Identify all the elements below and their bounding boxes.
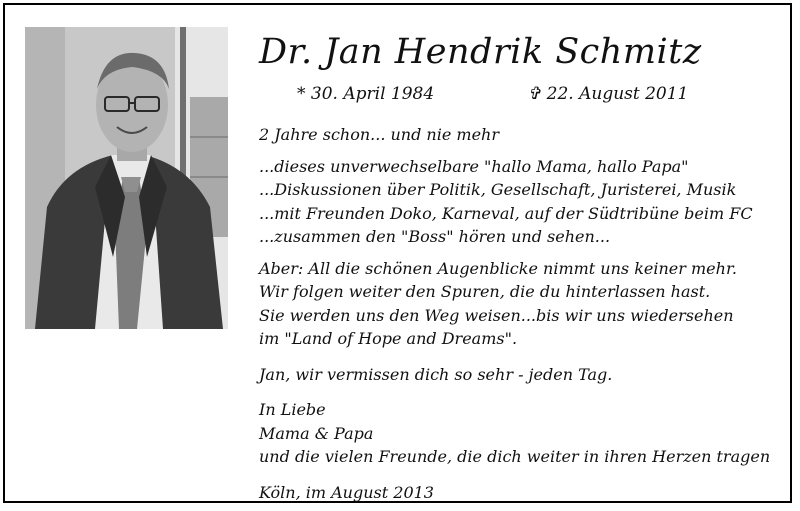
- spacer: [259, 249, 789, 257]
- signature-line: und die vielen Freunde, die dich weiter in ihren Herzen tragen: [259, 447, 771, 466]
- birth-date: * 30. April 1984: [297, 84, 435, 104]
- closing-line: Jan, wir vermissen dich so sehr - jeden Tag.: [259, 364, 613, 384]
- place-date: Köln, im August 2013: [259, 482, 434, 502]
- memory-line: ...zusammen den "Boss" hören und sehen...: [259, 227, 611, 246]
- deceased-name: Dr. Jan Hendrik Schmitz: [259, 32, 702, 72]
- intro-line: 2 Jahre schon... und nie mehr: [259, 125, 499, 144]
- portrait-photo: [25, 27, 228, 329]
- spacer: [259, 386, 789, 398]
- memory-line: ...Diskussionen über Politik, Gesellschaft, Juristerei, Musik: [259, 180, 737, 199]
- verse-line: Aber: All die schönen Augenblicke nimmt uns keiner mehr.: [259, 258, 737, 278]
- spacer: [259, 351, 789, 363]
- memory-line: ...mit Freunden Doko, Karneval, auf der Südtribüne beim FC: [259, 203, 753, 223]
- death-date: ✞ 22. August 2011: [527, 84, 689, 104]
- verse-line: Sie werden uns den Weg weisen...bis wir uns wiedersehen: [259, 305, 734, 325]
- verse-line: im "Land of Hope and Dreams".: [259, 329, 518, 348]
- life-dates: [297, 84, 689, 104]
- memory-line: ...dieses unverwechselbare "hallo Mama, hallo Papa": [259, 156, 689, 176]
- obituary-notice: [3, 3, 792, 503]
- notice-text: [259, 123, 789, 504]
- verse-line: Wir folgen weiter den Spuren, die du hinterlassen hast.: [259, 282, 711, 301]
- spacer: [259, 147, 789, 155]
- signature-line: Mama & Papa: [259, 423, 374, 443]
- spacer: [259, 469, 789, 481]
- signature-line: In Liebe: [259, 400, 326, 419]
